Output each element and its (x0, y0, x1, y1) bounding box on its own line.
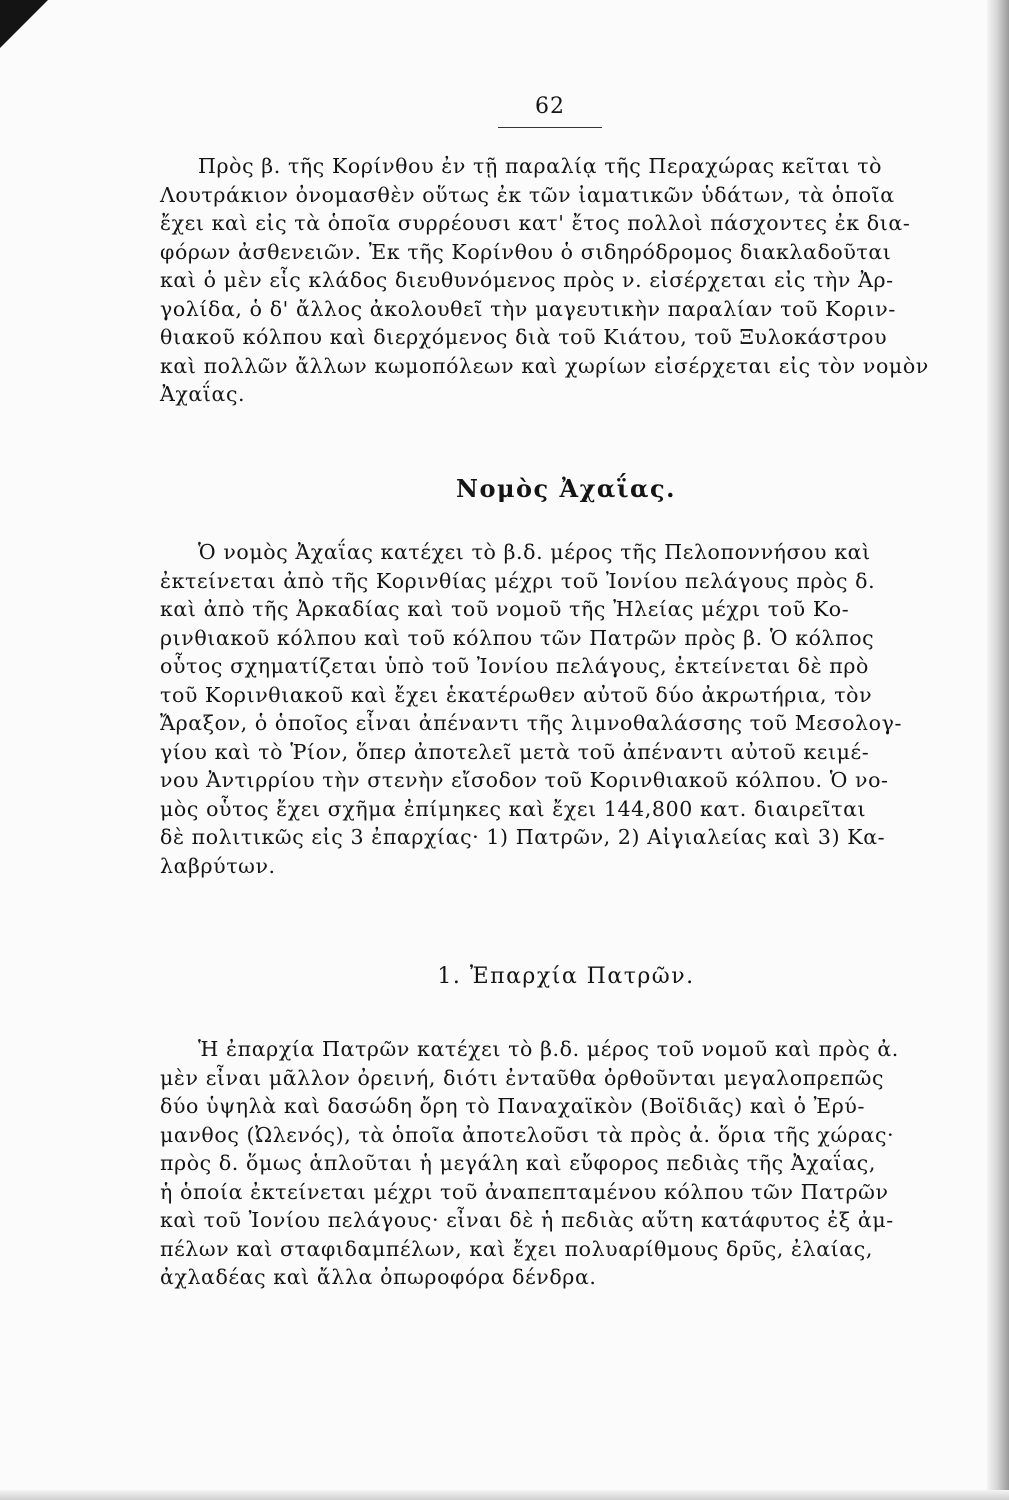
text-line: Ἡ ἐπαρχία Πατρῶν κατέχει τὸ β.δ. μέρος τοῦ νομοῦ καὶ πρὸς ἀ. (198, 1037, 899, 1061)
text-line: καὶ πολλῶν ἄλλων κωμοπόλεων καὶ χωρίων εἰσέρχεται εἰς τὸν νομὸν (160, 353, 929, 378)
text-line: Ὁ νομὸς Ἀχαΐας κατέχει τὸ β.δ. μέρος τῆς Πελοποννήσου καὶ (198, 540, 871, 564)
text-line: γίου καὶ τὸ Ῥίον, ὅπερ ἀποτελεῖ μετὰ τοῦ ἀπέναντι αὐτοῦ κειμέ- (160, 739, 870, 764)
text-line: Ἄραξον, ὁ ὁποῖος εἶναι ἀπέναντι τῆς λιμνοθαλάσσης τοῦ Μεσολογ- (160, 711, 902, 735)
text-line: μὸς οὗτος ἔχει σχῆμα ἐπίμηκες καὶ ἔχει 144,800 κατ. διαιρεῖται (160, 796, 867, 821)
paragraph-eparchia-patron (160, 1035, 972, 1292)
text-line: Πρὸς β. τῆς Κορίνθου ἐν τῇ παραλίᾳ τῆς Περαχώρας κεῖται τὸ (198, 154, 883, 178)
text-line: καὶ τοῦ Ἰονίου πελάγους· εἶναι δὲ ἡ πεδιὰς αὕτη κατάφυτος ἐξ ἀμ- (160, 1208, 894, 1232)
text-line: πέλων καὶ σταφιδαμπέλων, καὶ ἔχει πολυαρίθμους δρῦς, ἐλαίας, (160, 1236, 873, 1261)
text-line: ἔχει καὶ εἰς τὰ ὁποῖα συρρέουσι κατ' ἔτος πολλοὶ πάσχοντες ἐκ δια- (160, 211, 911, 235)
text-line: ἡ ὁποία ἐκτείνεται μέχρι τοῦ ἀναπεπταμένου κόλπου τῶν Πατρῶν (160, 1179, 889, 1204)
text-line: πρὸς δ. ὅμως ἁπλοῦται ἡ μεγάλη καὶ εὔφορος πεδιὰς τῆς Ἀχαΐας, (160, 1151, 876, 1175)
paragraph-loutraki (160, 152, 972, 409)
text-line: οὗτος σχηματίζεται ὑπὸ τοῦ Ἰονίου πελάγους, ἐκτείνεται δὲ πρὸ (160, 654, 869, 678)
text-line: θιακοῦ κόλπου καὶ διερχόμενος διὰ τοῦ Κιάτου, τοῦ Ξυλοκάστρου (160, 325, 888, 349)
section-heading-eparchia-patron: 1. Ἐπαρχία Πατρῶν. (437, 964, 695, 989)
text-line: τοῦ Κορινθιακοῦ καὶ ἔχει ἑκατέρωθεν αὐτοῦ δύο ἀκρωτήρια, τὸν (160, 682, 873, 707)
text-line: καὶ ἀπὸ τῆς Ἀρκαδίας καὶ τοῦ νομοῦ τῆς Ἠλείας μέχρι τοῦ Κο- (160, 597, 850, 621)
text-line: γολίδα, ὁ δ' ἄλλος ἀκολουθεῖ τὴν μαγευτικὴν παραλίαν τοῦ Κοριν- (160, 296, 896, 321)
text-line: Λουτράκιον ὀνομασθὲν οὕτως ἐκ τῶν ἰαματικῶν ὑδάτων, τὰ ὁποῖα (160, 182, 895, 207)
section-heading-nomos-achaias: Νομὸς Ἀχαΐας. (456, 474, 676, 503)
text-line: δὲ πολιτικῶς εἰς 3 ἐπαρχίας· 1) Πατρῶν, 2) Αἰγιαλείας καὶ 3) Κα- (160, 825, 886, 849)
text-line: λαβρύτων. (160, 853, 276, 878)
text-line: ἀχλαδέας καὶ ἄλλα ὀπωροφόρα δένδρα. (160, 1265, 597, 1289)
page-edge-shadow (987, 0, 1009, 1500)
page-bottom-edge (0, 1490, 1009, 1500)
text-line: φόρων ἀσθενειῶν. Ἐκ τῆς Κορίνθου ὁ σιδηρόδρομος διακλαδοῦται (160, 239, 892, 264)
text-line: Ἀχαΐας. (160, 382, 246, 406)
text-line: μὲν εἶναι μᾶλλον ὀρεινή, διότι ἐνταῦθα ὀρθοῦνται μεγαλοπρεπῶς (160, 1065, 885, 1090)
text-line: μανθος (Ὠλενός), τὰ ὁποῖα ἀποτελοῦσι τὰ πρὸς ἀ. ὅρια τῆς χώρας· (160, 1122, 895, 1147)
page-number: 62 (535, 94, 565, 119)
text-line: δύο ὑψηλὰ καὶ δασώδη ὄρη τὸ Παναχαϊκὸν (Βοϊδιᾶς) καὶ ὁ Ἐρύ- (160, 1094, 865, 1118)
paragraph-nomos-achaias (160, 538, 972, 880)
text-line: ἐκτείνεται ἀπὸ τῆς Κορινθίας μέχρι τοῦ Ἰονίου πελάγους πρὸς δ. (160, 568, 876, 593)
scan-corner-shadow (0, 0, 48, 48)
text-line: ρινθιακοῦ κόλπου καὶ τοῦ κόλπου τῶν Πατρῶν πρὸς β. Ὁ κόλπος (160, 625, 875, 650)
page-number-rule (498, 127, 602, 128)
text-line: νου Ἀντιρρίου τὴν στενὴν εἴσοδον τοῦ Κορινθιακοῦ κόλπου. Ὁ νο- (160, 768, 889, 792)
text-line: καὶ ὁ μὲν εἷς κλάδος διευθυνόμενος πρὸς ν. εἰσέρχεται εἰς τὴν Ἀρ- (160, 268, 894, 292)
